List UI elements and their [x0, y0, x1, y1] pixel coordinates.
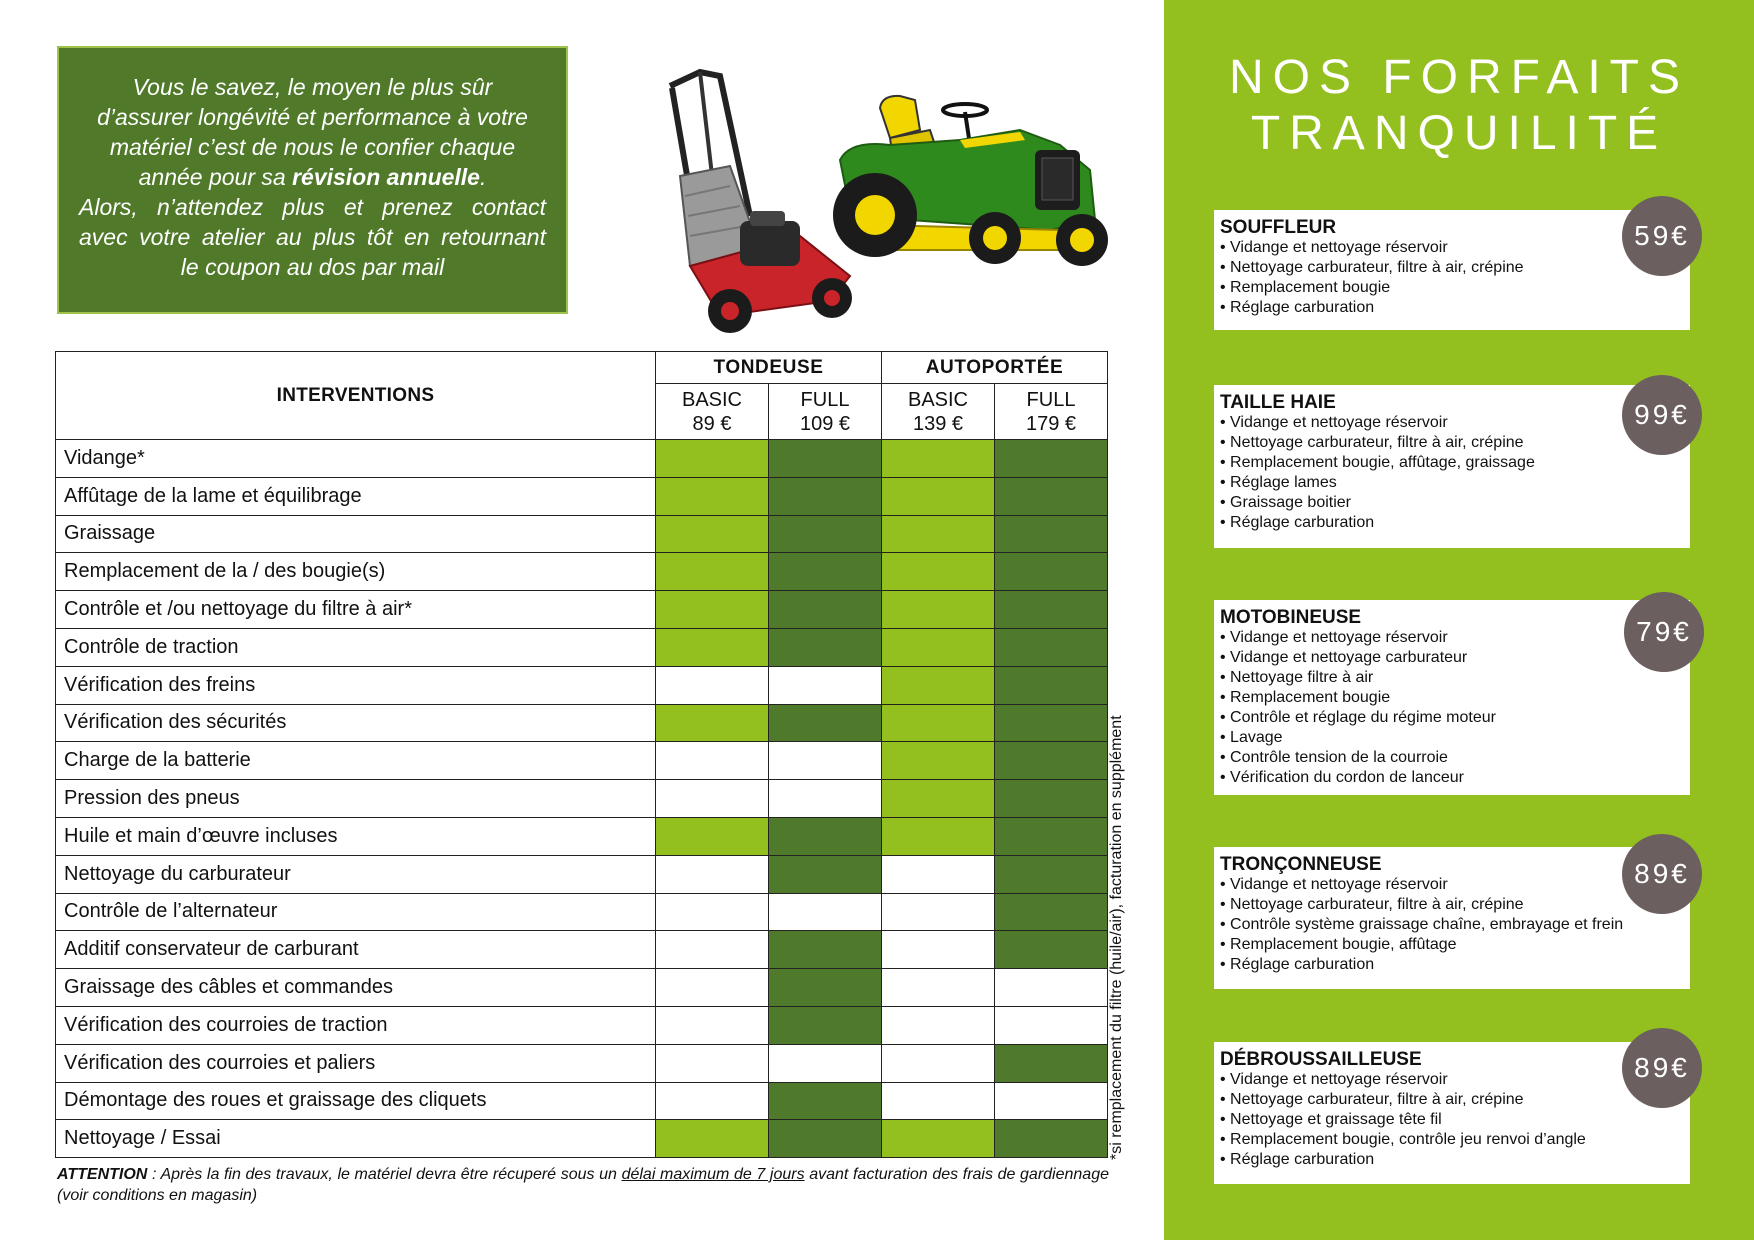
package-item: • Remplacement bougie, contrôle jeu renvoi d’angle: [1220, 1130, 1682, 1150]
intervention-label: Huile et main d’œuvre incluses: [56, 817, 656, 855]
table-body: [56, 440, 1108, 1158]
package-item: • Remplacement bougie, affûtage: [1220, 935, 1682, 955]
column-price: 89 €: [692, 412, 732, 435]
group-header-tondeuse: TONDEUSE: [656, 352, 882, 384]
attention-note: [57, 1164, 1109, 1206]
intervention-label: Affûtage de la lame et équilibrage: [56, 477, 656, 515]
intervention-label: Contrôle de l’alternateur: [56, 893, 656, 931]
column-price: 109 €: [799, 412, 851, 435]
not-included-cell: [882, 1006, 995, 1044]
package-item: • Réglage carburation: [1220, 513, 1682, 533]
included-cell: [769, 704, 882, 742]
intervention-label: Graissage: [56, 515, 656, 553]
included-cell: [656, 440, 769, 478]
column-header: [882, 384, 995, 440]
included-cell: [882, 628, 995, 666]
column-name: BASIC: [681, 388, 743, 411]
table-row: [56, 666, 1108, 704]
included-cell: [995, 477, 1108, 515]
included-cell: [769, 515, 882, 553]
column-price: 179 €: [1025, 412, 1077, 435]
package-item: • Réglage carburation: [1220, 298, 1682, 318]
included-cell: [656, 817, 769, 855]
table-row: [56, 553, 1108, 591]
package-title: TRONÇONNEUSE: [1220, 854, 1382, 875]
group-header-autoportee: AUTOPORTÉE: [882, 352, 1108, 384]
interventions-table: [55, 351, 1108, 1158]
package-title: MOTOBINEUSE: [1220, 607, 1362, 628]
included-cell: [995, 1044, 1108, 1082]
package-items: [1220, 875, 1682, 975]
price-badge: 99€: [1622, 375, 1702, 455]
package-item: • Contrôle système graissage chaîne, embrayage et frein: [1220, 915, 1682, 935]
included-cell: [769, 969, 882, 1007]
not-included-cell: [769, 1044, 882, 1082]
column-name: BASIC: [907, 388, 969, 411]
package-title: SOUFFLEUR: [1220, 217, 1337, 238]
packages-panel: [1164, 0, 1754, 1240]
package-item: • Réglage lames: [1220, 473, 1682, 493]
intro-text: année pour sa: [138, 164, 293, 190]
intro-line: [79, 162, 546, 192]
package-items: [1220, 413, 1682, 533]
included-cell: [995, 817, 1108, 855]
included-cell: [995, 780, 1108, 818]
package-item: • Remplacement bougie: [1220, 278, 1682, 298]
interventions-header: INTERVENTIONS: [56, 352, 656, 440]
package-item: • Vidange et nettoyage réservoir: [1220, 628, 1682, 648]
included-cell: [769, 855, 882, 893]
table-row: [56, 742, 1108, 780]
package-item: • Remplacement bougie: [1220, 688, 1682, 708]
package-card-motobineuse: [1214, 600, 1690, 795]
intro-text: .: [479, 164, 487, 190]
package-item: • Réglage carburation: [1220, 955, 1682, 975]
package-item: • Nettoyage carburateur, filtre à air, crépine: [1220, 258, 1682, 278]
included-cell: [882, 666, 995, 704]
included-cell: [769, 477, 882, 515]
intervention-label: Nettoyage / Essai: [56, 1120, 656, 1158]
intro-line: matériel c’est de nous le confier chaque: [109, 134, 516, 160]
intervention-label: Contrôle de traction: [56, 628, 656, 666]
package-item: • Vidange et nettoyage réservoir: [1220, 413, 1682, 433]
table-row: [56, 817, 1108, 855]
not-included-cell: [882, 1082, 995, 1120]
attention-label: ATTENTION: [57, 1166, 148, 1183]
package-item: • Nettoyage carburateur, filtre à air, crépine: [1220, 1090, 1682, 1110]
included-cell: [882, 477, 995, 515]
included-cell: [995, 1120, 1108, 1158]
price-badge: 89€: [1622, 1028, 1702, 1108]
table-row: [56, 969, 1108, 1007]
package-item: • Vidange et nettoyage carburateur: [1220, 648, 1682, 668]
included-cell: [995, 742, 1108, 780]
included-cell: [656, 1120, 769, 1158]
package-item: • Vérification du cordon de lanceur: [1220, 768, 1682, 788]
included-cell: [882, 742, 995, 780]
not-included-cell: [656, 666, 769, 704]
package-item: • Réglage carburation: [1220, 1150, 1682, 1170]
panel-title-line: TRANQUILITÉ: [1250, 107, 1668, 160]
package-card-taille-haie: [1214, 385, 1690, 548]
panel-title-line: NOS FORFAITS: [1228, 51, 1690, 104]
included-cell: [882, 515, 995, 553]
included-cell: [656, 628, 769, 666]
intervention-label: Nettoyage du carburateur: [56, 855, 656, 893]
table-row: [56, 893, 1108, 931]
table-row: [56, 1044, 1108, 1082]
intervention-label: Vérification des courroies et paliers: [56, 1044, 656, 1082]
intro-line: le coupon au dos par mail: [180, 254, 445, 280]
included-cell: [769, 591, 882, 629]
not-included-cell: [882, 969, 995, 1007]
included-cell: [882, 553, 995, 591]
included-cell: [995, 515, 1108, 553]
column-price: 139 €: [912, 412, 964, 435]
not-included-cell: [656, 969, 769, 1007]
intervention-label: Vérification des sécurités: [56, 704, 656, 742]
package-item: • Vidange et nettoyage réservoir: [1220, 238, 1682, 258]
not-included-cell: [769, 742, 882, 780]
included-cell: [769, 1082, 882, 1120]
included-cell: [882, 1120, 995, 1158]
package-item: • Contrôle tension de la courroie: [1220, 748, 1682, 768]
package-item: • Graissage boitier: [1220, 493, 1682, 513]
table-row: [56, 628, 1108, 666]
table-row: [56, 1082, 1108, 1120]
attention-text: avant facturation des frais de gardiennage (voir conditions en magasin): [57, 1166, 1110, 1204]
not-included-cell: [656, 780, 769, 818]
panel-title: [1164, 50, 1754, 162]
intervention-label: Démontage des roues et graissage des cliquets: [56, 1082, 656, 1120]
package-title: DÉBROUSSAILLEUSE: [1220, 1049, 1422, 1070]
included-cell: [882, 780, 995, 818]
package-card-tronconneuse: [1214, 847, 1690, 989]
intro-line: d’assurer longévité et performance à votre: [97, 104, 528, 130]
attention-text: : Après la fin des travaux, le matériel devra être récuperé sous un: [147, 1166, 622, 1183]
included-cell: [882, 440, 995, 478]
riding-mower-icon: [820, 90, 1120, 280]
price-badge: 59€: [1622, 196, 1702, 276]
included-cell: [769, 553, 882, 591]
included-cell: [656, 553, 769, 591]
package-item: • Vidange et nettoyage réservoir: [1220, 1070, 1682, 1090]
included-cell: [882, 704, 995, 742]
intervention-label: Remplacement de la / des bougie(s): [56, 553, 656, 591]
not-included-cell: [769, 666, 882, 704]
table-row: [56, 855, 1108, 893]
included-cell: [769, 931, 882, 969]
intervention-label: Graissage des câbles et commandes: [56, 969, 656, 1007]
included-cell: [769, 1120, 882, 1158]
not-included-cell: [882, 855, 995, 893]
filter-footnote: *si remplacement du filtre (huile/air), facturation en supplément: [1108, 715, 1125, 1160]
intervention-label: Vérification des freins: [56, 666, 656, 704]
included-cell: [995, 931, 1108, 969]
table-row: [56, 1120, 1108, 1158]
not-included-cell: [656, 742, 769, 780]
included-cell: [656, 477, 769, 515]
included-cell: [995, 666, 1108, 704]
package-card-debroussailleuse: [1214, 1042, 1690, 1184]
column-name: FULL: [1026, 388, 1076, 411]
intervention-label: Vérification des courroies de traction: [56, 1006, 656, 1044]
table-row: [56, 1006, 1108, 1044]
not-included-cell: [882, 893, 995, 931]
column-header: [995, 384, 1108, 440]
not-included-cell: [656, 893, 769, 931]
not-included-cell: [995, 1082, 1108, 1120]
included-cell: [769, 1006, 882, 1044]
package-item: • Vidange et nettoyage réservoir: [1220, 875, 1682, 895]
table-row: [56, 440, 1108, 478]
not-included-cell: [769, 780, 882, 818]
package-item: • Nettoyage carburateur, filtre à air, crépine: [1220, 433, 1682, 453]
package-item: • Nettoyage carburateur, filtre à air, crépine: [1220, 895, 1682, 915]
price-badge: 89€: [1622, 834, 1702, 914]
included-cell: [995, 893, 1108, 931]
package-card-souffleur: [1214, 210, 1690, 330]
table-row: [56, 931, 1108, 969]
not-included-cell: [882, 1044, 995, 1082]
not-included-cell: [656, 855, 769, 893]
intro-line: Alors, n’attendez plus et prenez contact: [79, 194, 546, 220]
not-included-cell: [882, 931, 995, 969]
package-item: • Remplacement bougie, affûtage, graissage: [1220, 453, 1682, 473]
attention-deadline: délai maximum de 7 jours: [621, 1166, 805, 1183]
included-cell: [769, 628, 882, 666]
column-header: [656, 384, 769, 440]
intervention-label: Additif conservateur de carburant: [56, 931, 656, 969]
package-items: [1220, 1070, 1682, 1170]
table-row: [56, 780, 1108, 818]
included-cell: [882, 591, 995, 629]
included-cell: [995, 855, 1108, 893]
package-title: TAILLE HAIE: [1220, 392, 1336, 413]
included-cell: [769, 817, 882, 855]
included-cell: [995, 628, 1108, 666]
intro-box: [57, 46, 568, 314]
included-cell: [995, 704, 1108, 742]
package-items: [1220, 238, 1682, 318]
package-items: [1220, 628, 1682, 788]
not-included-cell: [656, 1006, 769, 1044]
price-badge: 79€: [1624, 592, 1704, 672]
package-item: • Nettoyage et graissage tête fil: [1220, 1110, 1682, 1130]
intervention-label: Contrôle et /ou nettoyage du filtre à air*: [56, 591, 656, 629]
included-cell: [995, 553, 1108, 591]
package-item: • Lavage: [1220, 728, 1682, 748]
included-cell: [995, 440, 1108, 478]
column-name: FULL: [800, 388, 850, 411]
included-cell: [656, 515, 769, 553]
intervention-label: Vidange*: [56, 440, 656, 478]
intro-emphasis: révision annuelle: [292, 164, 480, 190]
intervention-label: Charge de la batterie: [56, 742, 656, 780]
included-cell: [995, 591, 1108, 629]
table-row: [56, 704, 1108, 742]
not-included-cell: [656, 1082, 769, 1120]
table-row: [56, 515, 1108, 553]
included-cell: [656, 591, 769, 629]
not-included-cell: [656, 1044, 769, 1082]
included-cell: [656, 704, 769, 742]
intro-line: avec votre atelier au plus tôt en retournant: [79, 224, 546, 250]
not-included-cell: [656, 931, 769, 969]
not-included-cell: [769, 893, 882, 931]
package-item: • Contrôle et réglage du régime moteur: [1220, 708, 1682, 728]
not-included-cell: [995, 1006, 1108, 1044]
intervention-label: Pression des pneus: [56, 780, 656, 818]
not-included-cell: [995, 969, 1108, 1007]
included-cell: [882, 817, 995, 855]
table-row: [56, 477, 1108, 515]
intro-line: Vous le savez, le moyen le plus sûr: [132, 74, 493, 100]
package-item: • Nettoyage filtre à air: [1220, 668, 1682, 688]
table-row: [56, 591, 1108, 629]
included-cell: [769, 440, 882, 478]
column-header: [769, 384, 882, 440]
